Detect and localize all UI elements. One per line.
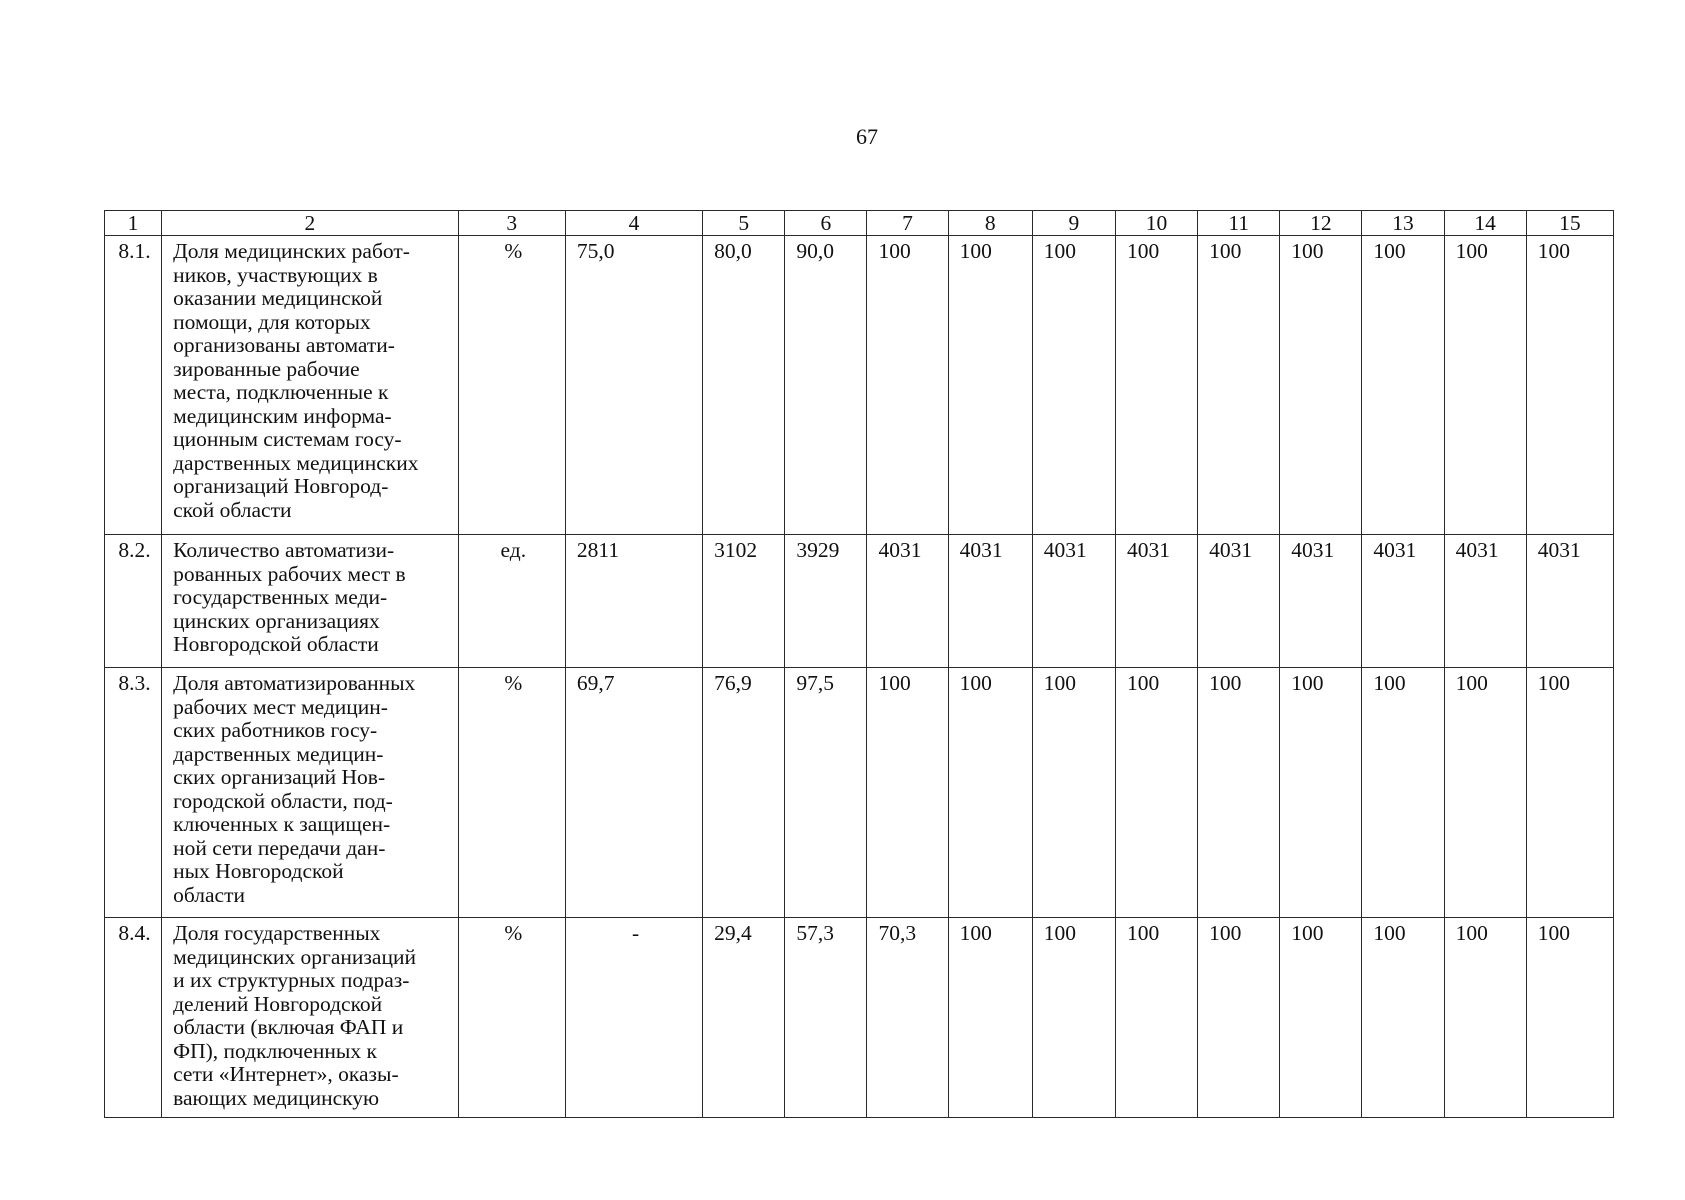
value-cell: 76,9	[703, 668, 785, 918]
value-cell: 75,0	[565, 236, 702, 535]
value-cell: 4031	[1526, 535, 1613, 668]
column-number: 8	[948, 211, 1032, 236]
value-cell: 100	[1362, 918, 1444, 1118]
column-number: 3	[458, 211, 565, 236]
value-cell: 100	[1198, 668, 1280, 918]
column-number: 14	[1444, 211, 1526, 236]
column-number: 1	[105, 211, 162, 236]
row-number: 8.2.	[105, 535, 162, 668]
value-cell: 100	[948, 918, 1032, 1118]
column-number: 2	[162, 211, 459, 236]
value-cell: -	[565, 918, 702, 1118]
page-number: 67	[856, 124, 878, 149]
value-cell: 100	[1362, 236, 1444, 535]
column-number: 15	[1526, 211, 1613, 236]
value-cell: 100	[1280, 236, 1362, 535]
value-cell: 4031	[1032, 535, 1115, 668]
table-row	[105, 918, 1614, 1118]
value-cell: 97,5	[785, 668, 867, 918]
value-cell: 4031	[948, 535, 1032, 668]
value-cell: 100	[1115, 918, 1197, 1118]
indicator-name: Доля медицинских работ- ников, участвующих в оказании медицинской помощи, для которых организованы автомати- зированные рабочие места, подключенные к медицинским информа- ционным системам госу- дарственных медицинских организаций Новгород- ской области	[162, 236, 459, 535]
value-cell: 100	[1444, 668, 1526, 918]
value-cell: 100	[1198, 236, 1280, 535]
indicators-table	[104, 210, 1614, 1118]
value-cell: 100	[1444, 236, 1526, 535]
value-cell: 29,4	[703, 918, 785, 1118]
value-cell: 69,7	[565, 668, 702, 918]
value-cell: 100	[1115, 236, 1197, 535]
column-number: 6	[785, 211, 867, 236]
column-number: 12	[1280, 211, 1362, 236]
unit-cell: %	[458, 236, 565, 535]
table-row	[105, 668, 1614, 918]
value-cell: 80,0	[703, 236, 785, 535]
unit-cell: %	[458, 668, 565, 918]
row-number: 8.3.	[105, 668, 162, 918]
value-cell: 4031	[1280, 535, 1362, 668]
row-number: 8.4.	[105, 918, 162, 1118]
indicator-name: Доля автоматизированных рабочих мест медицин- ских работников госу- дарственных медицин- ских организаций Нов- городской области, под- ключенных к защищен- ной сети передачи дан- ных Новгородской области	[162, 668, 459, 918]
value-cell: 4031	[1362, 535, 1444, 668]
unit-cell: ед.	[458, 535, 565, 668]
value-cell: 3929	[785, 535, 867, 668]
column-number-row	[105, 211, 1614, 236]
value-cell: 100	[1526, 668, 1613, 918]
value-cell: 100	[1362, 668, 1444, 918]
value-cell: 100	[1032, 236, 1115, 535]
value-cell: 2811	[565, 535, 702, 668]
table-body	[105, 211, 1614, 1118]
value-cell: 4031	[1115, 535, 1197, 668]
value-cell: 90,0	[785, 236, 867, 535]
column-number: 11	[1198, 211, 1280, 236]
column-number: 9	[1032, 211, 1115, 236]
row-number: 8.1.	[105, 236, 162, 535]
value-cell: 70,3	[867, 918, 948, 1118]
value-cell: 3102	[703, 535, 785, 668]
column-number: 7	[867, 211, 948, 236]
value-cell: 100	[948, 668, 1032, 918]
unit-cell: %	[458, 918, 565, 1118]
value-cell: 4031	[1444, 535, 1526, 668]
value-cell: 100	[1280, 668, 1362, 918]
value-cell: 100	[1198, 918, 1280, 1118]
value-cell: 4031	[1198, 535, 1280, 668]
column-number: 13	[1362, 211, 1444, 236]
column-number: 10	[1115, 211, 1197, 236]
value-cell: 100	[1115, 668, 1197, 918]
column-number: 5	[703, 211, 785, 236]
indicator-name: Доля государственных медицинских организаций и их структурных подраз- делений Новгородской области (включая ФАП и ФП), подключенных к сети «Интернет», оказы- вающих медицинскую	[162, 918, 459, 1118]
table-row	[105, 535, 1614, 668]
value-cell: 100	[1526, 236, 1613, 535]
value-cell: 100	[1280, 918, 1362, 1118]
value-cell: 4031	[867, 535, 948, 668]
value-cell: 100	[948, 236, 1032, 535]
value-cell: 57,3	[785, 918, 867, 1118]
value-cell: 100	[1526, 918, 1613, 1118]
value-cell: 100	[1444, 918, 1526, 1118]
value-cell: 100	[867, 236, 948, 535]
indicator-name: Количество автоматизи- рованных рабочих мест в государственных меди- цинских организациях Новгородской области	[162, 535, 459, 668]
value-cell: 100	[867, 668, 948, 918]
value-cell: 100	[1032, 668, 1115, 918]
table-row	[105, 236, 1614, 535]
column-number: 4	[565, 211, 702, 236]
value-cell: 100	[1032, 918, 1115, 1118]
